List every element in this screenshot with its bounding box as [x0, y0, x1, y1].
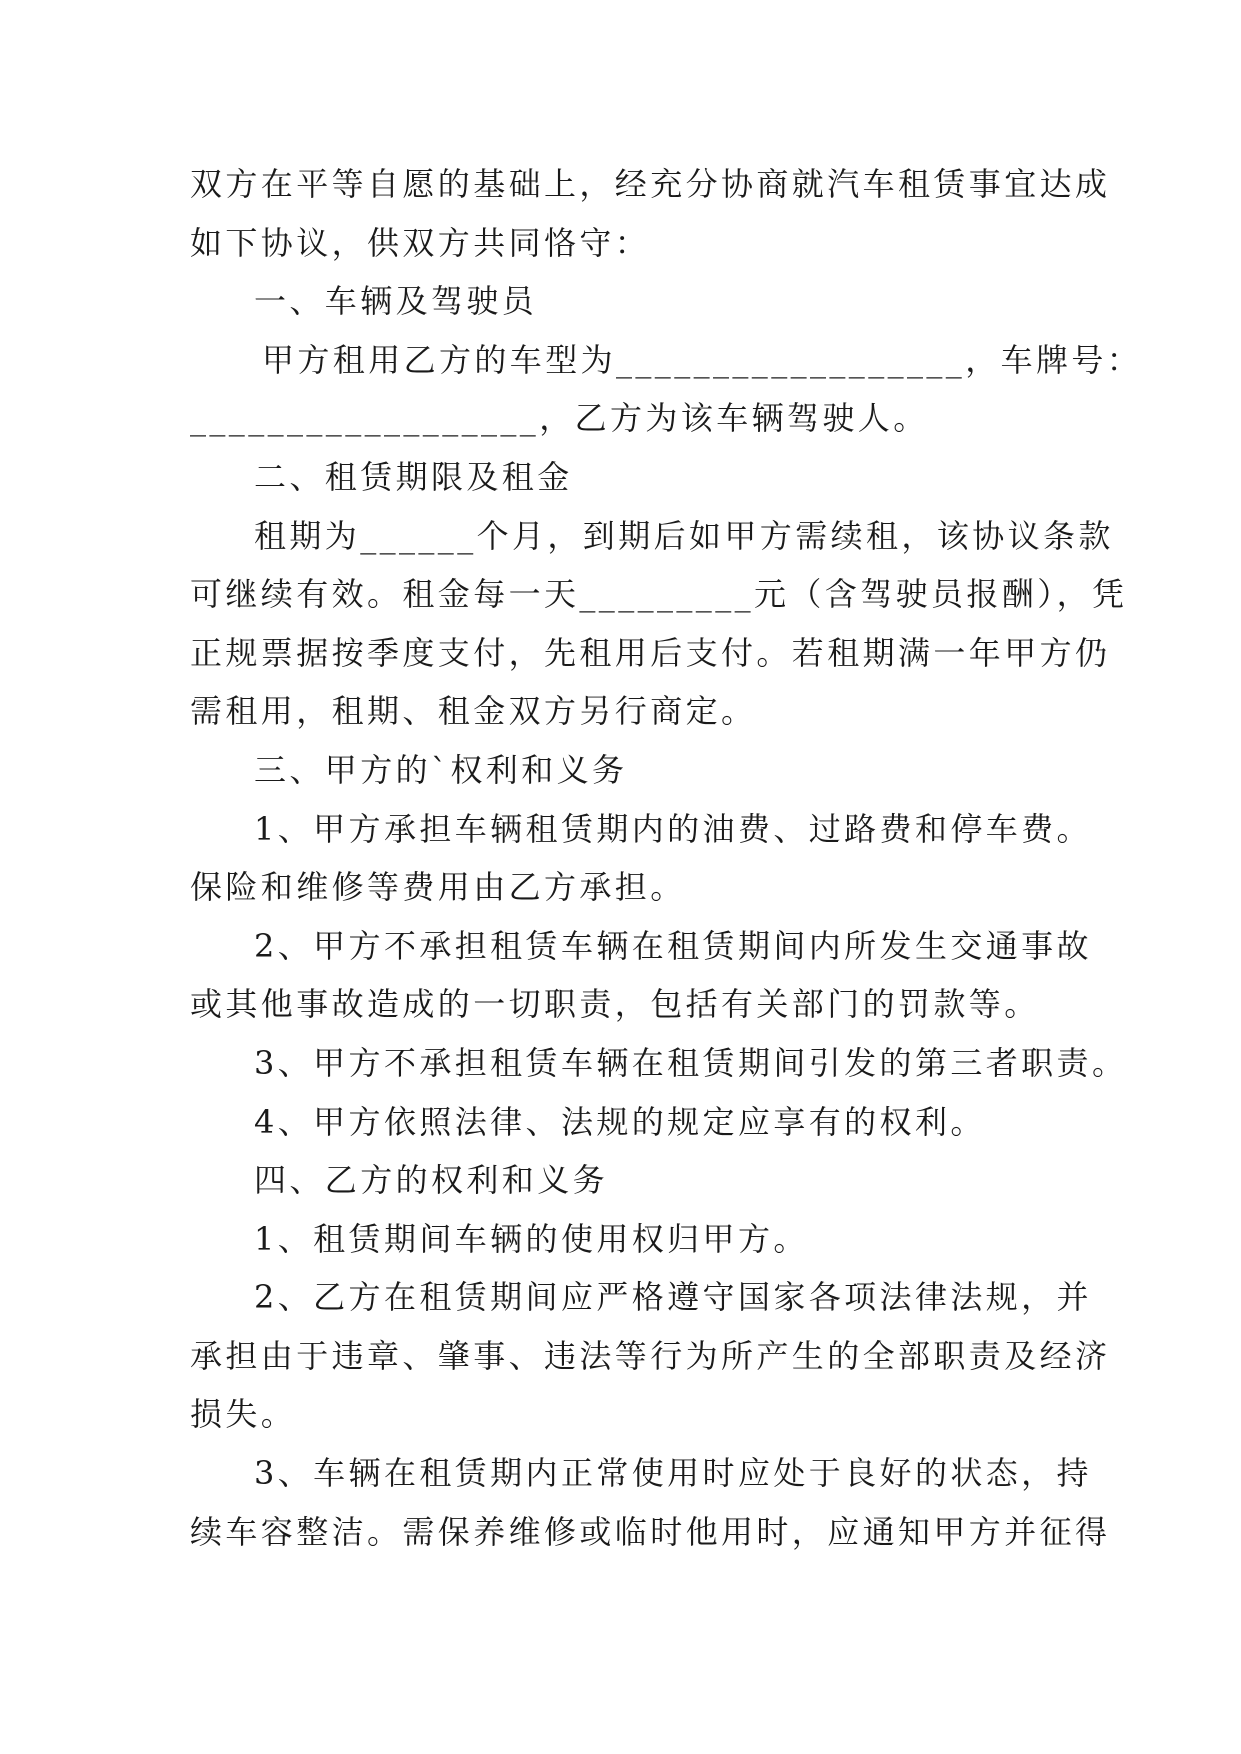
- section-heading-lease-term-rent: 二、租赁期限及租金: [254, 457, 573, 496]
- section-heading-party-a-rights: 三、甲方的`权利和义务: [254, 750, 628, 789]
- text-line: 3、甲方不承担租赁车辆在租赁期间引发的第三者职责。: [254, 1043, 1128, 1082]
- text-line: 承担由于违章、肇事、违法等行为所产生的全部职责及经济: [190, 1336, 1111, 1375]
- text-line: 甲方租用乙方的车型为__________________，车牌号：: [262, 340, 1143, 379]
- text-line: 正规票据按季度支付，先租用后支付。若租期满一年甲方仍: [190, 633, 1111, 672]
- text-line: 如下协议，供双方共同恪守：: [190, 223, 651, 262]
- text-line: 双方在平等自愿的基础上，经充分协商就汽车租赁事宜达成: [190, 165, 1111, 203]
- text-line: 或其他事故造成的一切职责，包括有关部门的罚款等。: [190, 985, 1040, 1024]
- text-line: 1、租赁期间车辆的使用权归甲方。: [254, 1219, 809, 1258]
- text-line: 2、乙方在租赁期间应严格遵守国家各项法律法规，并: [254, 1278, 1092, 1317]
- section-heading-vehicle-driver: 一、车辆及驾驶员: [254, 282, 538, 321]
- text-line: 1、甲方承担车辆租赁期内的油费、过路费和停车费。: [254, 809, 1092, 848]
- text-line: 续车容整洁。需保养维修或临时他用时，应通知甲方并征得: [190, 1512, 1111, 1551]
- text-line: 4、甲方依照法律、法规的规定应享有的权利。: [254, 1102, 986, 1141]
- text-line: __________________，乙方为该车辆驾驶人。: [190, 399, 929, 438]
- contract-body: [190, 155, 1143, 1561]
- text-line: 损失。: [190, 1395, 297, 1434]
- text-line: 需租用，租期、租金双方另行商定。: [190, 692, 757, 731]
- section-heading-party-b-rights: 四、乙方的权利和义务: [254, 1161, 609, 1200]
- text-line: 2、甲方不承担租赁车辆在租赁期间内所发生交通事故: [254, 926, 1092, 965]
- text-line: 租期为______个月，到期后如甲方需续租，该协议条款: [254, 516, 1114, 555]
- text-line: 可继续有效。租金每一天_________元（含驾驶员报酬），凭: [190, 575, 1128, 614]
- text-line: 保险和维修等费用由乙方承担。: [190, 868, 686, 907]
- text-line: 3、车辆在租赁期内正常使用时应处于良好的状态，持: [254, 1454, 1092, 1493]
